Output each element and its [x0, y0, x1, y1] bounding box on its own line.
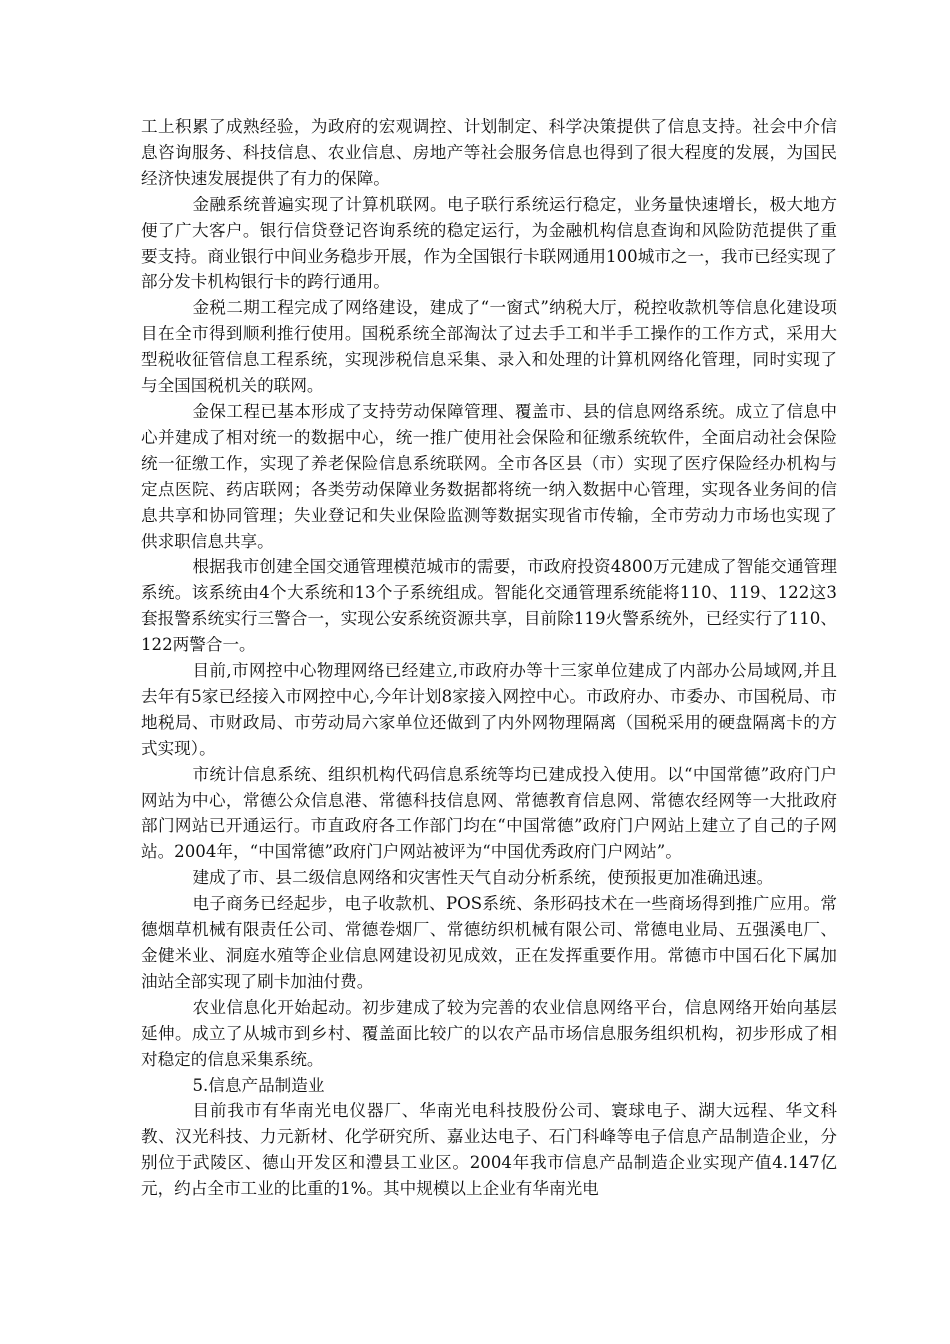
paragraph-weather: 建成了市、县二级信息网络和灾害性天气自动分析系统，使预报更加准确迅速。 [192, 868, 774, 888]
paragraph-golden-tax: 金税二期工程完成了网络建设，建成了“一窗式”纳税大厅，税控收款机等信息化建设项目在全市得到顺利推行使用。国税系统全部淘汰了过去手工和半手工操作的工作方式，采用大型税收征管信息工程系统，实现涉税信息采集、录入和处理的计算机网络化管理，同时实现了与全国国税机关的联网。 [141, 298, 837, 396]
paragraph-agriculture: 农业信息化开始起动。初步建成了较为完善的农业信息网络平台，信息网络开始向基层延伸。成立了从城市到乡村、覆盖面比较广的以农产品市场信息服务组织机构，初步形成了相对稳定的信息采集系统。 [141, 997, 837, 1069]
paragraph-government-portal: 市统计信息系统、组织机构代码信息系统等均已建成投入使用。以“中国常德”政府门户网站为中心，常德公众信息港、常德科技信息网、常德教育信息网、常德农经网等一大批政府部门网站已开通运行。市直政府各工作部门均在“中国常德”政府门户网站上建立了自己的子网站。2004年，“中国常德”政府门户网站被评为“中国优秀政府门户网站”。 [141, 764, 837, 862]
document-body [141, 114, 837, 1202]
paragraph-continuation: 工上积累了成熟经验，为政府的宏观调控、计划制定、科学决策提供了信息支持。社会中介信息咨询服务、科技信息、农业信息、房地产等社会服务信息也得到了很大程度的发展，为国民经济快速发展提供了有力的保障。 [141, 117, 837, 188]
paragraph-finance: 金融系统普遍实现了计算机联网。电子联行系统运行稳定，业务量快速增长，极大地方便了广大客户。银行信贷登记咨询系统的稳定运行，为金融机构信息查询和风险防范提供了重要支持。商业银行中间业务稳步开展，作为全国银行卡联网通用100城市之一，我市已经实现了部分发卡机构银行卡的跨行通用。 [141, 194, 837, 292]
paragraph-manufacturing: 目前我市有华南光电仪器厂、华南光电科技股份公司、寰球电子、湖大远程、华文科教、汉光科技、力元新材、化学研究所、嘉业达电子、石门科峰等电子信息产品制造企业，分别位于武陵区、德山开发区和澧县工业区。2004年我市信息产品制造企业实现产值4.147亿元，约占全市工业的比重的1%。其中规模以上企业有华南光电 [141, 1101, 837, 1199]
paragraph-traffic: 根据我市创建全国交通管理模范城市的需要，市政府投资4800万元建成了智能交通管理系统。该系统由4个大系统和13个子系统组成。智能化交通管理系统能将110、119、122这3套报警系统实行三警合一，实现公安系统资源共享，目前除119火警系统外，已经实行了110、122两警合一。 [141, 557, 837, 655]
paragraph-golden-insurance: 金保工程已基本形成了支持劳动保障管理、覆盖市、县的信息网络系统。成立了信息中心并建成了相对统一的数据中心，统一推广使用社会保险和征缴系统软件，全面启动社会保险统一征缴工作，实现了养老保险信息系统联网。全市各区县（市）实现了医疗保险经办机构与定点医院、药店联网；各类劳动保障业务数据都将统一纳入数据中心管理，实现各业务间的信息共享和协同管理；失业登记和失业保险监测等数据实现省市传输，全市劳动力市场也实现了供求职信息共享。 [141, 401, 837, 551]
paragraph-ecommerce: 电子商务已经起步，电子收款机、POS系统、条形码技术在一些商场得到推广应用。常德烟草机械有限责任公司、常德卷烟厂、常德纺织机械有限公司、常德电业局、五强溪电厂、金健米业、洞庭水殖等企业信息网建设初见成效，正在发挥重要作用。常德市中国石化下属加油站全部实现了刷卡加油付费。 [141, 894, 837, 991]
section-heading: 5.信息产品制造业 [192, 1075, 325, 1095]
paragraph-network-center: 目前,市网控中心物理网络已经建立,市政府办等十三家单位建成了内部办公局域网,并且去年有5家已经接入市网控中心,今年计划8家接入网控中心。市政府办、市委办、市国税局、市地税局、市财政局、市劳动局六家单位还做到了内外网物理隔离（国税采用的硬盘隔离卡的方式实现）。 [141, 661, 837, 758]
